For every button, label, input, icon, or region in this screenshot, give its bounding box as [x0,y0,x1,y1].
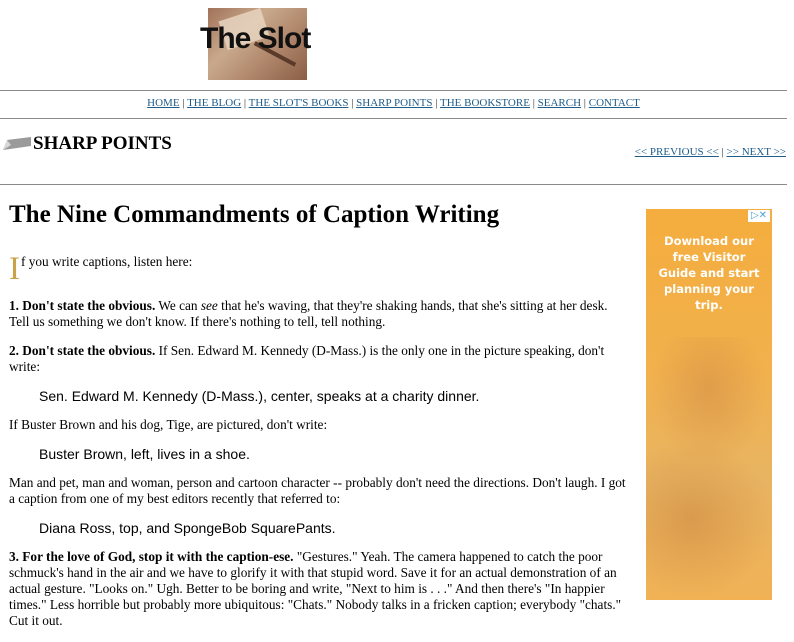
advertisement-banner[interactable] [646,209,772,600]
ad-photo [646,439,772,599]
article-intro [9,244,629,287]
intro-text: f you write captions, listen here: [21,254,193,269]
paragraph: If Buster Brown and his dog, Tige, are pictured, don't write: [9,417,328,432]
paragraph: Man and pet, man and woman, person and cartoon character -- probably don't need the directions. Don't laugh. I got a caption from one of my best editors recently that referred to: [9,475,626,506]
article-body [9,200,629,642]
header-divider [0,90,787,91]
commandment-2 [9,343,629,375]
commandment-1-text-a: We can [155,298,201,313]
commandment-3-heading: 3. For the love of God, stop it with the caption-ese. [9,549,294,564]
nav-divider [0,118,787,119]
commandment-3 [9,549,629,629]
commandment-1-text-b: that he's waving, that they're shaking hands, that she's sitting at her desk. Tell us something we don't know. If there's nothing to tell, tell nothing. [9,298,608,329]
nav-separator: | [348,97,357,109]
commandment-3-text: "Gestures." Yeah. The camera happened to catch the poor schmuck's hand in the air and we have to glorify it with that stupid word. Save it for an actual demonstration of an actual gesture. "Looks on." Ugh. Better to be boring and write, "Next to him is . . ." And then there's "In happier times." Less horrible but probably more ubiquitous: "Chats." Nobody talks in a fricken caption; everybody "chats." Cut it out. [9,549,622,628]
nav-search[interactable]: SEARCH [537,97,582,109]
example-caption: Diana Ross, top, and SpongeBob SquarePants. [39,520,336,536]
commandment-1 [9,298,629,330]
commandment-1-heading: 1. Don't state the obvious. [9,298,156,313]
nav-the-slots-books[interactable]: THE SLOT'S BOOKS [248,97,349,109]
next-link[interactable]: >> NEXT >> [726,146,786,158]
ad-choices-icon[interactable]: ▷✕ [748,210,770,222]
example-caption: Sen. Edward M. Kennedy (D-Mass.), center, speaks at a charity dinner. [39,388,480,404]
site-logo-text[interactable]: The Slot [200,22,311,55]
commandment-1-emphasis: see [200,298,218,313]
ad-text: Download our free Visitor Guide and start planning your trip. [658,234,760,312]
nav-separator: | [432,97,440,109]
nav-separator: | [581,97,589,109]
main-nav [0,97,787,109]
article-title: The Nine Commandments of Caption Writing [9,201,500,228]
nav-contact[interactable]: CONTACT [588,97,640,109]
previous-link[interactable]: << PREVIOUS << [634,146,719,158]
drop-cap: I [9,251,20,287]
pager [635,146,786,158]
section-divider [0,184,787,185]
nav-the-bookstore[interactable]: THE BOOKSTORE [439,97,530,109]
nav-separator: | [241,97,249,109]
nav-separator: | [529,97,538,109]
section-title: SHARP POINTS [33,133,172,154]
nav-the-blog[interactable]: THE BLOG [187,97,242,109]
commandment-2-heading: 2. Don't state the obvious. [9,343,156,358]
nav-home[interactable]: HOME [147,97,180,109]
pager-separator: | [718,146,727,158]
example-caption: Buster Brown, left, lives in a shoe. [39,446,250,462]
pencil-icon [3,137,31,151]
nav-separator: | [179,97,188,109]
nav-sharp-points[interactable]: SHARP POINTS [356,97,433,109]
commandment-2-text: If Sen. Edward M. Kennedy (D-Mass.) is the only one in the picture speaking, don't write: [9,343,605,374]
